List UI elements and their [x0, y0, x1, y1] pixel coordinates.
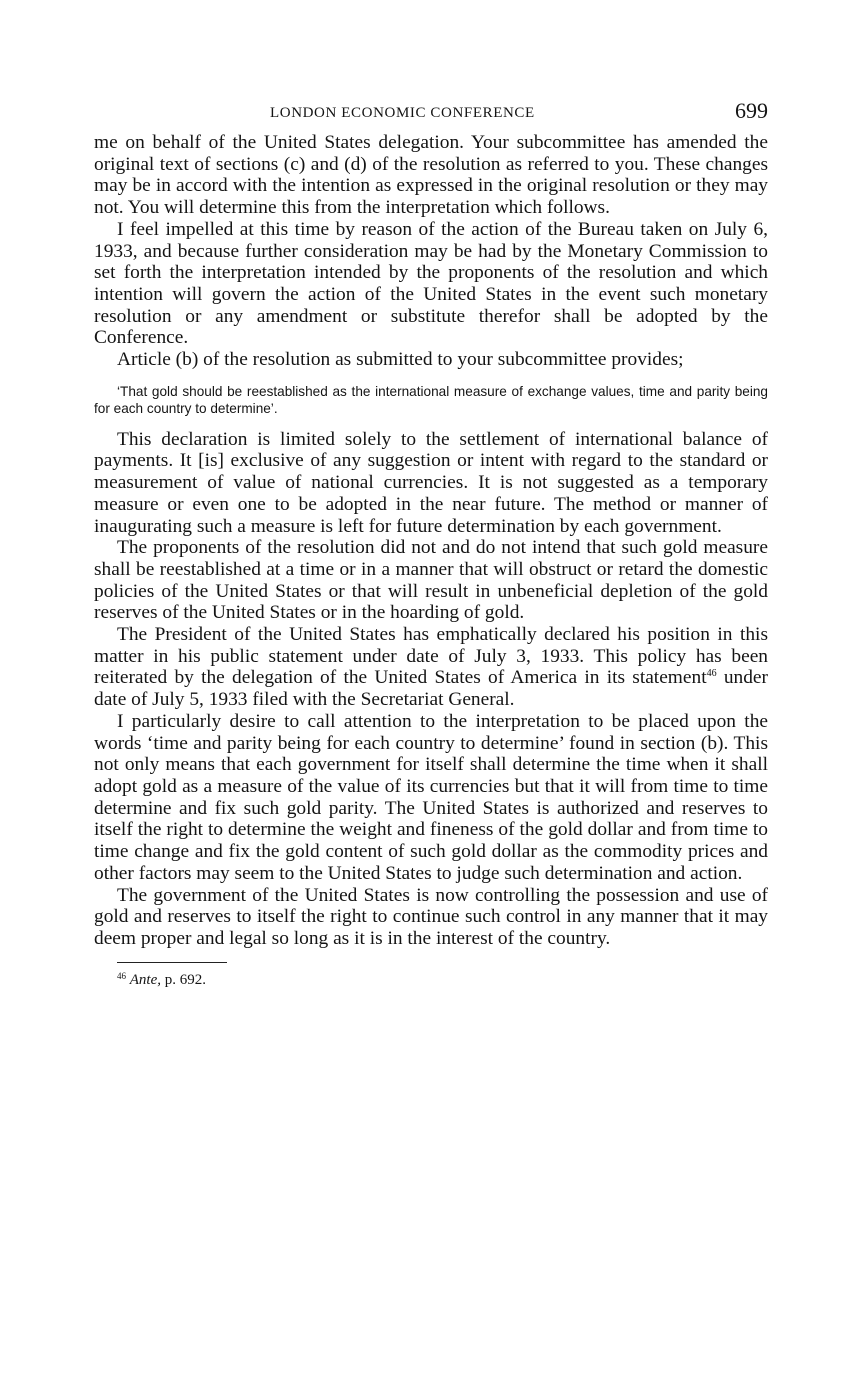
document-page [94, 96, 768, 989]
footnote-divider [117, 962, 227, 963]
page-number: 699 [735, 98, 768, 123]
paragraph: The proponents of the resolution did not and do not intend that such gold measure shall be reestablished at a time or in a manner that will obstruct or retard the domestic policies of the United States or that will result in unbeneficial depletion of the gold reserves of the United States or in the hoarding of gold. [94, 537, 768, 624]
body-text [94, 132, 768, 950]
paragraph: I particularly desire to call attention to the interpretation to be placed upon the words ‘time and parity being for each country to determine’ found in section (b). This not only means that each government for itself shall determine the time when it shall adopt gold as a measure of the value of its currencies but that it will from time to time determine and fix such gold parity. The United States is authorized and reserves to itself the right to determine the weight and fineness of the gold dollar and from time to time change and fix the gold content of such gold dollar as the commodity prices and other factors may seem to the United States to judge such determination and action. [94, 710, 768, 884]
paragraph-text: under date of July 5, 1933 filed with the Secretariat General. [94, 667, 768, 711]
running-header [94, 96, 768, 132]
footnote-text: p. 692. [161, 971, 206, 988]
paragraph: Article (b) of the resolution as submitted to your subcommittee provides; [117, 349, 684, 371]
paragraph: I feel impelled at this time by reason of the action of the Bureau taken on July 6, 1933, and because further consideration may be had by the Monetary Commission to set forth the interpretation intended by the proponents of the resolution and which intention will govern the action of the United States in the event such monetary resolution or any amendment or substitute therefor shall be adopted by the Conference. [94, 218, 768, 349]
footnote-reference[interactable]: 46 [706, 668, 717, 680]
footnote-number: 46 [117, 970, 126, 981]
paragraph: This declaration is limited solely to the settlement of international balance of payments. It [is] exclusive of any suggestion or intent with regard to the standard or measurement of value of national currencies. It is not suggested as a temporary measure or even one to be adopted in the near future. The method or manner of inaugurating such a measure is left for future determination by each government. [94, 428, 768, 537]
paragraph: The government of the United States is now controlling the possession and use of gold and reserves to itself the right to continue such control in any manner that it may deem proper and legal so long as it is in the interest of the country. [94, 884, 768, 949]
running-title: LONDON ECONOMIC CONFERENCE [270, 105, 535, 121]
paragraph-text: The President of the United States has emphatically declared his position in this matter in his public statement under date of July 3, 1933. This policy has been reiterated by the delegation of the United States of America in its statement [94, 624, 768, 689]
paragraph [94, 624, 768, 711]
paragraph-continuation: me on behalf of the United States delegation. Your subcommittee has amended the original text of sections (c) and (d) of the resolution as referred to you. These changes may be in accord with the intention as expressed in the original resolution or they may not. You will determine this from the interpretation which follows. [94, 132, 768, 219]
footnote [117, 971, 768, 989]
block-quote: ‘That gold should be reestablished as the international measure of exchange values, time and parity being for each country to determine’. [94, 383, 768, 416]
footnote-italic-text: Ante, [129, 971, 161, 988]
